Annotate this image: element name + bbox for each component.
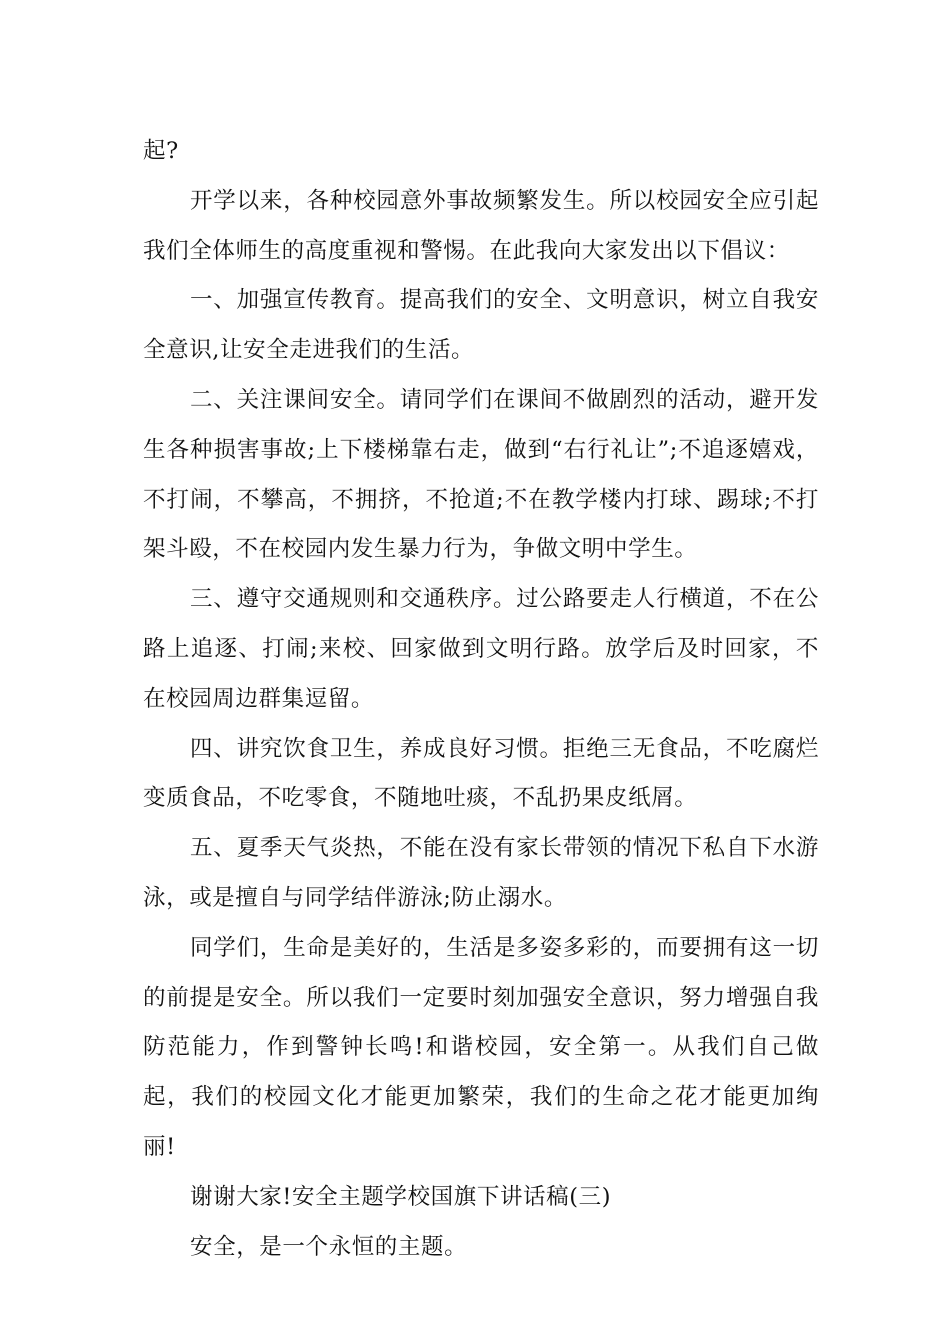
paragraph-conclusion: 同学们，生命是美好的，生活是多姿多彩的，而要拥有这一切的前提是安全。所以我们一定要时刻加强安全意识，努力增强自我防范能力，作到警钟长鸣!和谐校园，安全第一。从我们自己做起，我们的校园文化才能更加繁荣，我们的生命之花才能更加绚丽! [143, 934, 819, 1160]
paragraph-thanks-heading: 谢谢大家!安全主题学校国旗下讲话稿(三) [190, 1183, 612, 1210]
paragraph-continuation: 起? [143, 138, 179, 164]
paragraph-point-3: 三、遵守交通规则和交通秩序。过公路要走人行横道，不在公路上追逐、打闹;来校、回家做到文明行路。放学后及时回家，不在校园周边群集逗留。 [143, 586, 819, 712]
paragraph-next-section: 安全，是一个永恒的主题。 [190, 1233, 468, 1260]
paragraph-point-2: 二、关注课间安全。请同学们在课间不做剧烈的活动，避开发生各种损害事故;上下楼梯靠右走，做到“右行礼让”;不追逐嬉戏，不打闹，不攀高，不拥挤，不抢道;不在教学楼内打球、踢球;不打架斗殴，不在校园内发生暴力行为，争做文明中学生。 [143, 386, 819, 563]
paragraph-point-4: 四、讲究饮食卫生，养成良好习惯。拒绝三无食品，不吃腐烂变质食品，不吃零食，不随地吐痰，不乱扔果皮纸屑。 [143, 735, 819, 812]
paragraph-point-1: 一、加强宣传教育。提高我们的安全、文明意识，树立自我安全意识,让安全走进我们的生活。 [143, 287, 819, 364]
paragraph-intro: 开学以来，各种校园意外事故频繁发生。所以校园安全应引起我们全体师生的高度重视和警惕。在此我向大家发出以下倡议： [143, 187, 819, 264]
paragraph-point-5: 五、夏季天气炎热，不能在没有家长带领的情况下私自下水游泳，或是擅自与同学结伴游泳;防止溺水。 [143, 835, 819, 911]
document-body [143, 127, 819, 1272]
